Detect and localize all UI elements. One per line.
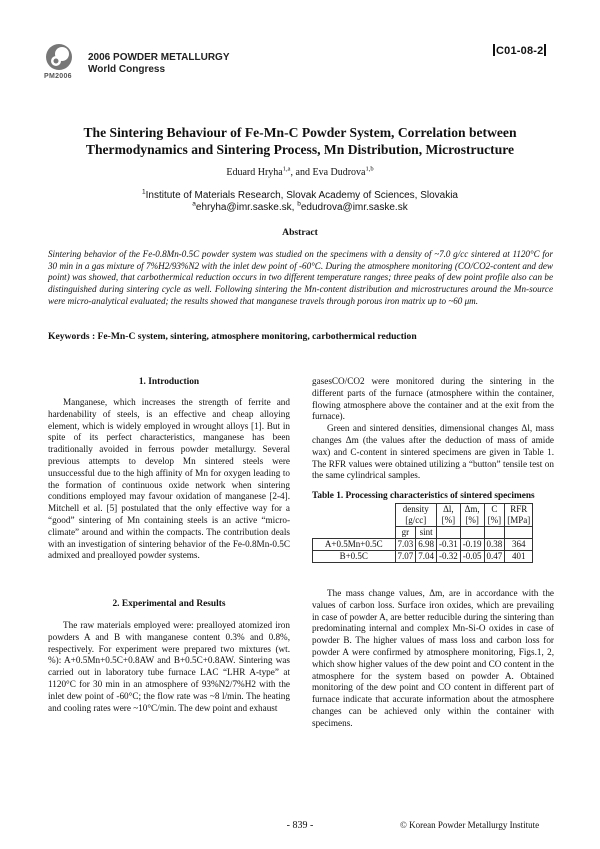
experimental-text: [48, 620, 290, 714]
table-row: [313, 539, 533, 551]
code-bar-left: [493, 44, 495, 56]
section-2-heading: 2. Experimental and Results: [112, 599, 226, 609]
logo-year: PM2006: [44, 73, 72, 80]
right-column-top: [312, 376, 554, 482]
affil-institute: Institute of Materials Research, Slovak Academy of Sciences, Slovakia: [145, 190, 458, 201]
cell-gr: 7.03: [395, 539, 416, 551]
author-2-sup: 1,b: [365, 165, 374, 173]
table-1-caption: Table 1. Processing characteristics of sintered specimens: [312, 491, 535, 501]
cell-dm: -0.19: [460, 539, 484, 551]
keywords: Keywords : Fe-Mn-C system, sintering, atmosphere monitoring, carbothermical reduction: [48, 331, 417, 342]
title-line-1: The Sintering Behaviour of Fe-Mn-C Powder System, Correlation between: [83, 125, 517, 140]
cell-gr: 7.07: [395, 551, 416, 563]
cell-dl: -0.32: [437, 551, 461, 563]
cell-sint: 7.04: [416, 551, 437, 563]
authors: [40, 167, 560, 178]
conference-line-1: 2006 POWDER METALLURGY: [88, 52, 230, 63]
affiliation: [40, 190, 560, 214]
email-sep: ,: [291, 202, 298, 213]
cell-rfr: 401: [505, 551, 533, 563]
introduction-text: [48, 397, 290, 562]
th-rfr: RFR [MPa]: [505, 504, 533, 527]
th-sint: sint: [416, 527, 437, 539]
th-gr: gr: [395, 527, 416, 539]
email-a: ehryha@imr.saske.sk: [195, 202, 292, 213]
th-c: C [%]: [484, 504, 505, 527]
experimental-paragraph: The raw materials employed were: prealloyed atomized iron powders A and B with manganese content 0.3% and 0.8%, respectively. For experiment were prepared two mixtures (wt. %): A+0.5Mn+0.5C+0.8AW and B+0.5C+0.8AW. Sintering was carried out in laboratory tube furnace LAC “LHR A-type” at 1120°C for 30 min in an atmosphere of 93%N2/7%H2 with the inlet dew point of -60°C; the flow rate was ~8 l/min. The heating and cooling rates were ~10°C/min. The dew point and exhaust: [48, 620, 290, 713]
table-row: [313, 551, 533, 563]
page-number: - 839 -: [286, 820, 314, 831]
copyright: © Korean Powder Metallurgy Institute: [400, 820, 540, 830]
code-bar-right: [544, 44, 546, 56]
email-b-sup: b: [297, 200, 301, 208]
table-1: [312, 503, 533, 563]
author-joiner: , and Eva Dudrova: [290, 167, 366, 178]
paper-title: [40, 124, 560, 158]
mass-change-paragraph: The mass change values, Δm, are in accordance with the values of carbon loss. Surface iron oxides, which are prevailing in case of powder A, are better reducible during the sintering than predominating internal and complex Mn-Si-O oxides in case of powder B. The higher values of mass loss and carbon loss for powder A were confirmed by atmosphere monitoring, Figs.1, 2, which show higher values of the dew point and CO content in the atmosphere for the system based on powder A. Obtained monitoring of the dew point and CO content in different part of furnace indicate that accurate information about the atmosphere changes can be achieved only within the container with specimens.: [312, 588, 554, 728]
intro-paragraph: Manganese, which increases the strength of ferrite and hardenability of steels, is an effective and cheap alloying element, which is widely employed in wrought alloys [1]. But in spite of its perfect characteristics, manganese has been traditionally avoided in ferrous powder metallurgy. Several previous attempts to develop Mn sintered steels were unsuccessful due to the high affinity of Mn for oxygen leading to the formation of continuous oxide network when sintering conditions employed may favour oxidation of manganese [2-4]. Mitchell et al. [5] postulated that the only effective way for a “good” sintering of Mn containing steels is an active “micro-climate” around and within the compacts. The contribution deals with an investigation of sintering behavior of the Fe-0.8Mn-0.5C admixed and prealloyed powder systems.: [48, 397, 290, 561]
paper-code: [492, 44, 547, 57]
cell-c: 0.47: [484, 551, 505, 563]
email-b: edudrova@imr.saske.sk: [300, 202, 408, 213]
cell-rfr: 364: [505, 539, 533, 551]
th-density: density [g/cc]: [395, 504, 437, 527]
abstract-heading: Abstract: [282, 227, 318, 238]
row-label: A+0.5Mn+0.5C: [313, 539, 396, 551]
densities-paragraph: Green and sintered densities, dimensional changes Δl, mass changes Δm (the values after the deduction of mass of amide wax) and C-content in sintered specimens are given in Table 1. The RFR values were obtained utilizing a “button” tensile test on the same cylindrical samples.: [312, 423, 554, 481]
title-line-2: Thermodynamics and Sintering Process, Mn Distribution, Microstructure: [85, 142, 515, 157]
right-column-bottom: [312, 588, 554, 730]
cell-sint: 6.98: [416, 539, 437, 551]
conference-line-2: World Congress: [88, 64, 166, 75]
conference-name: [88, 52, 230, 76]
email-a-sup: a: [192, 200, 196, 208]
author-1: Eduard Hryha: [226, 167, 283, 178]
table-corner: [313, 504, 396, 539]
section-1-heading: 1. Introduction: [138, 377, 200, 387]
affil-sup: 1: [142, 188, 146, 196]
th-dm: Δm, [%]: [460, 504, 484, 527]
cell-dm: -0.05: [460, 551, 484, 563]
pm2006-logo-icon: [44, 42, 74, 72]
abstract-text: Sintering behavior of the Fe-0.8Mn-0.5C powder system was studied on the specimens with a density of ~7.0 g/cc sintered at 1120°C for 30 min in a gas mixture of 7%H2/93%N2 with the inlet dew point of -60°C. During the atmosphere monitoring (CO/CO2-content and dew point) was showed, that carbothermical reduction occurs in two different temperature ranges; three peaks of dew point profile also can be distinguished during sintering cycle as well. Following sintering the Mn-content distribution and microstructures around the Mn-source were micro-analytical evaluated; the results showed that manganese travels through porous iron matrix up to ~60 μm.: [48, 249, 553, 306]
author-1-sup: 1,a: [282, 165, 291, 173]
row-label: B+0.5C: [313, 551, 396, 563]
cell-c: 0.38: [484, 539, 505, 551]
th-dl: Δl, [%]: [437, 504, 461, 527]
gases-paragraph: gasesCO/CO2 were monitored during the sintering in the different parts of the furnace (atmosphere within the container, flowing atmosphere above the container and at the exit from the furnace).: [312, 376, 554, 422]
paper-code-text: C01-08-2: [496, 45, 544, 57]
cell-dl: -0.31: [437, 539, 461, 551]
